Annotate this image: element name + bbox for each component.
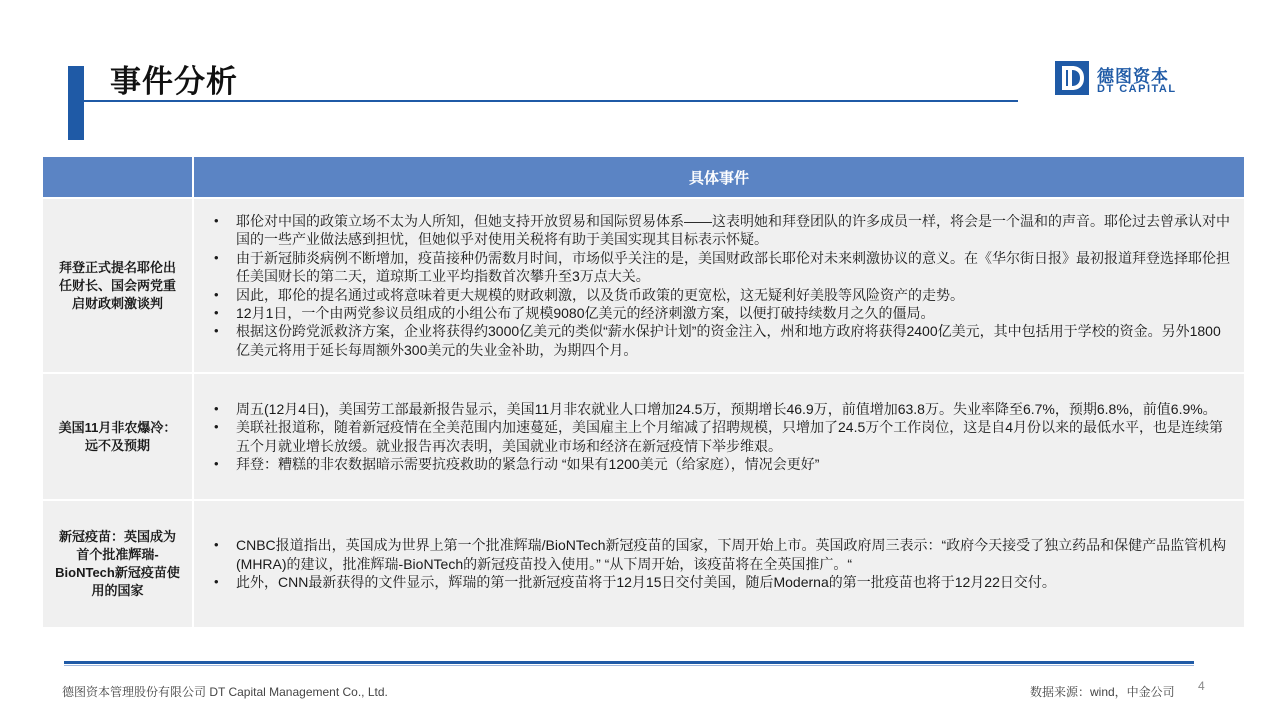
- footer-data-source: 数据来源：wind，中金公司: [1030, 685, 1175, 699]
- table-row: [43, 197, 1244, 372]
- event-item: • 拜登：糟糕的非农数据暗示需要抗疫救助的紧急行动 “如果有1200美元（给家庭），情况会更好”: [214, 455, 820, 472]
- title-underline: [84, 100, 1018, 102]
- event-item: • 耶伦对中国的政策立场不太为人所知，但她支持开放贸易和国际贸易体系——这表明她和拜登团队的许多成员一样，将会是一个温和的声音。耶伦过去曾承认对中国的一些产业做法感到担忧，但她似乎对使用关税将有助于美国实现其目标表示怀疑。: [214, 212, 1230, 248]
- event-item: • CNBC报道指出，英国成为世界上第一个批准辉瑞/BioNTech新冠疫苗的国家，下周开始上市。英国政府周三表示：“政府今天接受了独立药品和保健产品监管机构(MHRA)的建议，批准辉瑞-BioNTech的新冠疫苗投入使用。” “从下周开始，该疫苗将在全英国推广。“: [214, 537, 1227, 572]
- row-topic-label: 拜登正式提名耶伦出任财长、国会两党重启财政刺激谈判: [43, 197, 194, 372]
- footer-company-name: 德图资本管理股份有限公司 DT Capital Management Co., Ltd.: [62, 685, 388, 699]
- footer-divider-thin: [64, 665, 1194, 666]
- event-item: • 由于新冠肺炎病例不断增加，疫苗接种仍需数月时间，市场似乎关注的是，美国财政部长耶伦对未来刺激协议的意义。在《华尔街日报》最初报道拜登选择耶伦担任美国财长的第二天，道琼斯工业平均指数首次攀升至3万点大关。: [214, 249, 1230, 285]
- event-item: • 美联社报道称，随着新冠疫情在全美范围内加速蔓延，美国雇主上个月缩减了招聘规模，只增加了24.5万个工作岗位，这是自4月份以来的最低水平，也是连续第五个月就业增长放缓。就业报告再次表明，美国就业市场和经济在新冠疫情下举步维艰。: [214, 419, 1224, 454]
- page-title: 事件分析: [110, 64, 238, 99]
- event-item: • 因此，耶伦的提名通过或将意味着更大规模的财政刺激，以及货币政策的更宽松，这无疑利好美股等风险资产的走势。: [214, 286, 964, 303]
- bullet-icon: •: [214, 249, 219, 265]
- table-row: [43, 499, 1244, 627]
- header-topic: [43, 157, 194, 197]
- event-list: [204, 212, 1232, 359]
- logo-name-cn: 德图资本: [1097, 67, 1169, 86]
- bullet-icon: •: [214, 304, 219, 320]
- table-header-row: [43, 157, 1244, 197]
- bullet-icon: •: [214, 286, 219, 302]
- bullet-icon: •: [214, 419, 219, 435]
- event-list: [204, 400, 1232, 474]
- events-table: [43, 157, 1244, 627]
- row-events: [194, 197, 1244, 372]
- event-item: • 周五(12月4日)，美国劳工部最新报告显示，美国11月非农就业人口增加24.5万，预期增长46.9万，前值增加63.8万。失业率降至6.7%，预期6.8%，前值6.9%。: [214, 400, 1217, 417]
- row-topic-label: 美国11月非农爆冷：远不及预期: [43, 372, 194, 499]
- bullet-icon: •: [214, 400, 219, 416]
- bullet-icon: •: [214, 574, 219, 590]
- event-item: • 12月1日，一个由两党参议员组成的小组公布了规模9080亿美元的经济刺激方案，以便打破持续数月之久的僵局。: [214, 304, 935, 321]
- header-events: 具体事件: [194, 157, 1244, 197]
- footer-divider: [64, 661, 1194, 664]
- page-number: 4: [1198, 679, 1205, 693]
- event-item: • 根据这份跨党派救济方案，企业将获得约3000亿美元的类似“薪水保护计划”的资金注入，州和地方政府将获得2400亿美元，其中包括用于学校的资金。另外1800亿美元将用于延长每周额外300美元的失业金补助，为期四个月。: [214, 323, 1221, 358]
- bullet-icon: •: [214, 323, 219, 339]
- bullet-icon: •: [214, 212, 219, 228]
- dt-logo-icon: [1055, 61, 1089, 95]
- logo-name-en: DT CAPITAL: [1097, 83, 1177, 95]
- row-topic-label: 新冠疫苗：英国成为首个批准辉瑞-BioNTech新冠疫苗使用的国家: [43, 499, 194, 627]
- bullet-icon: •: [214, 537, 219, 553]
- company-logo: [1055, 61, 1180, 97]
- event-list: [204, 536, 1232, 591]
- row-events: [194, 499, 1244, 627]
- row-events: [194, 372, 1244, 499]
- event-item: • 此外，CNN最新获得的文件显示，辉瑞的第一批新冠疫苗将于12月15日交付美国，随后Moderna的第一批疫苗也将于12月22日交付。: [214, 574, 1056, 591]
- bullet-icon: •: [214, 455, 219, 471]
- table-row: [43, 372, 1244, 499]
- title-accent-bar: [68, 66, 84, 140]
